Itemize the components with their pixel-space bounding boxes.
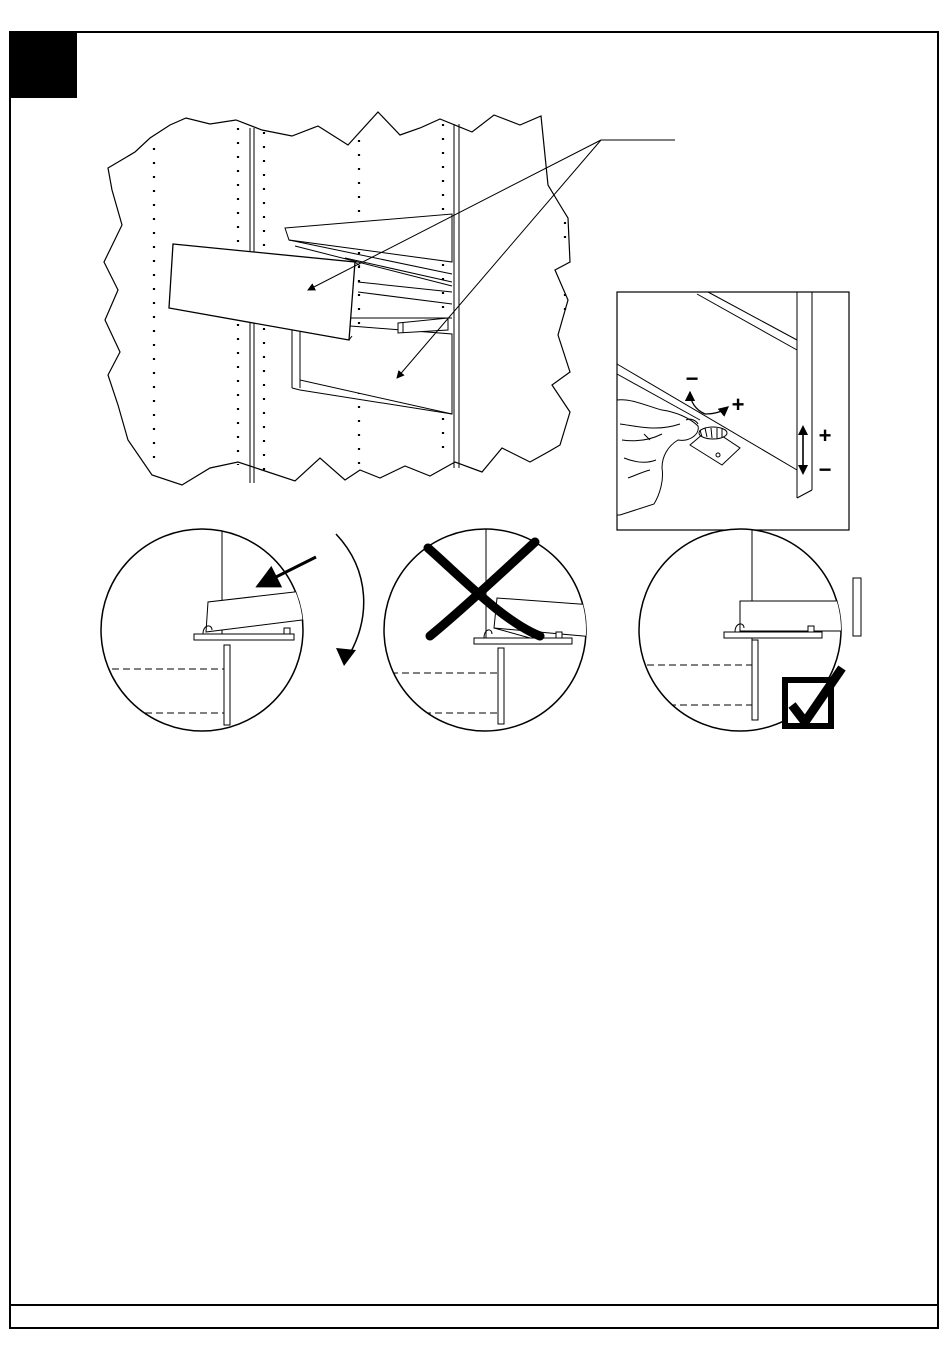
install-step-correct [636,520,861,731]
install-step-tilt [90,520,364,731]
knob-minus-sign: − [685,366,699,391]
height-plus-sign: + [818,423,832,448]
knob-plus-sign: + [731,392,745,417]
curved-arrow-icon [336,534,364,660]
height-minus-sign: − [818,457,832,482]
step-badge [10,32,77,98]
main-illustration [104,112,675,485]
foot-adjustment-detail [617,292,849,530]
install-step-incorrect [380,520,611,731]
